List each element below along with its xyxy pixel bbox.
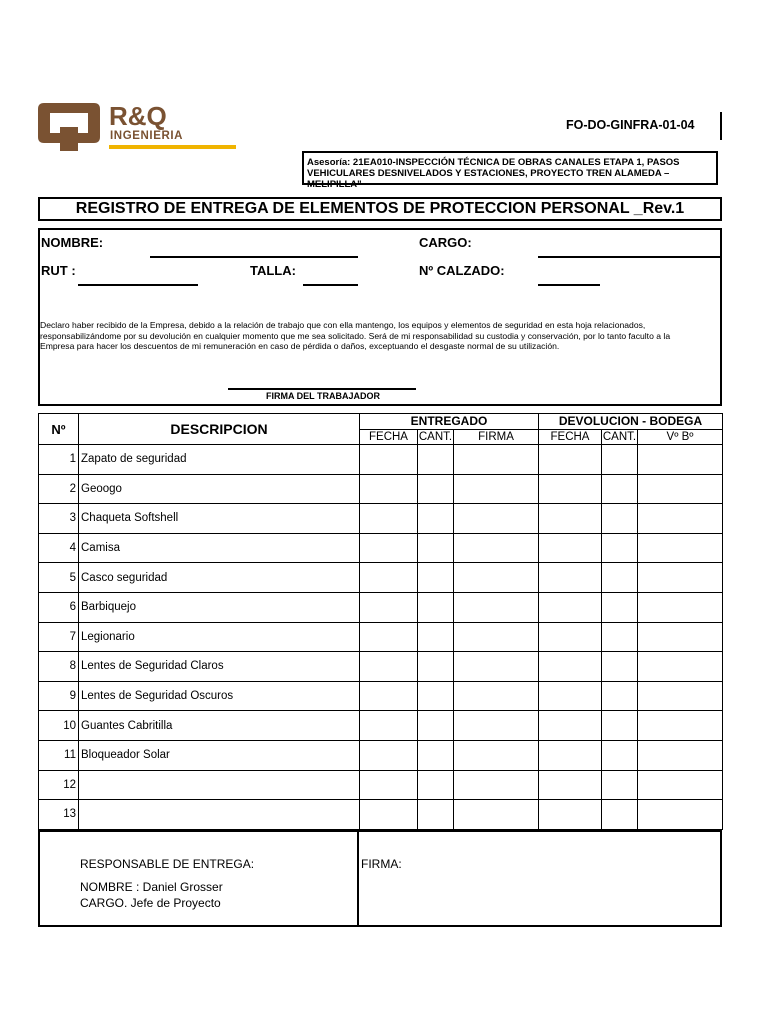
row-number: 6 (39, 592, 79, 622)
devolucion-cant-cell[interactable] (602, 800, 638, 830)
devolucion-fecha-cell[interactable] (539, 563, 602, 593)
devolucion-vb-cell[interactable] (638, 563, 723, 593)
declaration-line-3: Empresa para hacer los descuentos de mi remuneración en caso de pérdida o daños, exceptuando el desgaste normal de su utilización. (40, 341, 560, 351)
devolucion-cant-cell[interactable] (602, 770, 638, 800)
devolucion-fecha-cell[interactable] (539, 740, 602, 770)
entregado-cant-cell[interactable] (418, 652, 454, 682)
row-number: 11 (39, 740, 79, 770)
entregado-fecha-cell[interactable] (360, 681, 418, 711)
devolucion-cant-cell[interactable] (602, 504, 638, 534)
table-row (39, 533, 723, 563)
calzado-label: Nº CALZADO: (419, 263, 505, 278)
entregado-firma-cell[interactable] (454, 681, 539, 711)
table-row (39, 622, 723, 652)
devolucion-fecha-cell[interactable] (539, 445, 602, 475)
asesoria-line-1: Asesoría: 21EA010-INSPECCIÓN TÉCNICA DE OBRAS CANALES ETAPA 1, PASOS (307, 157, 680, 168)
entregado-firma-cell[interactable] (454, 445, 539, 475)
entregado-firma-cell[interactable] (454, 770, 539, 800)
devolucion-vb-cell[interactable] (638, 770, 723, 800)
devolucion-fecha-cell[interactable] (539, 504, 602, 534)
devolucion-fecha-cell[interactable] (539, 711, 602, 741)
devolucion-vb-cell[interactable] (638, 711, 723, 741)
table-row (39, 800, 723, 830)
declaration-line-2: responsabilizándome por su devolución en cualquier momento que me sea solicitado. Será de mi responsabilidad su custodia y conservación, por lo tanto faculto a la (40, 330, 671, 341)
devolucion-cant-cell[interactable] (602, 592, 638, 622)
entregado-cant-cell[interactable] (418, 592, 454, 622)
devolucion-fecha-cell[interactable] (539, 681, 602, 711)
table-row (39, 652, 723, 682)
devolucion-vb-cell[interactable] (638, 592, 723, 622)
row-number: 4 (39, 533, 79, 563)
declaration-line-1: Declaro haber recibido de la Empresa, debido a la relación de trabajo que con ella mantengo, los equipos y elementos de seguridad en esta hoja relacionados, (40, 320, 646, 330)
entregado-cant-cell[interactable] (418, 622, 454, 652)
entregado-fecha-cell[interactable] (360, 474, 418, 504)
entregado-cant-cell[interactable] (418, 474, 454, 504)
responsable-firma-label: FIRMA: (361, 857, 402, 871)
table-row (39, 681, 723, 711)
entregado-firma-cell[interactable] (454, 622, 539, 652)
entregado-cant-cell[interactable] (418, 711, 454, 741)
logo-mark-icon (38, 103, 100, 151)
devolucion-vb-cell[interactable] (638, 445, 723, 475)
row-number: 13 (39, 800, 79, 830)
entregado-cant-cell[interactable] (418, 800, 454, 830)
cargo-field[interactable] (538, 256, 721, 258)
devolucion-cant-cell[interactable] (602, 533, 638, 563)
entregado-cant-cell[interactable] (418, 770, 454, 800)
entregado-fecha-cell[interactable] (360, 652, 418, 682)
row-description (79, 770, 360, 800)
row-number: 9 (39, 681, 79, 711)
row-description: Guantes Cabritilla (79, 711, 360, 741)
row-number: 5 (39, 563, 79, 593)
devolucion-fecha-header: FECHA (539, 430, 602, 445)
entregado-firma-cell[interactable] (454, 504, 539, 534)
entregado-firma-cell[interactable] (454, 563, 539, 593)
rut-field[interactable] (78, 284, 198, 286)
table-row (39, 504, 723, 534)
devolucion-vb-cell[interactable] (638, 740, 723, 770)
entregado-cant-header: CANT. (418, 431, 453, 443)
entregado-fecha-cell[interactable] (360, 711, 418, 741)
devolucion-fecha-cell[interactable] (539, 592, 602, 622)
col-num-header: Nº (39, 414, 79, 445)
devolucion-fecha-cell[interactable] (539, 533, 602, 563)
entregado-fecha-cell[interactable] (360, 592, 418, 622)
devolucion-header: DEVOLUCION - BODEGA (539, 414, 723, 430)
entregado-cant-cell[interactable] (418, 445, 454, 475)
row-number: 2 (39, 474, 79, 504)
cargo-label: CARGO: (419, 235, 472, 250)
entregado-firma-cell[interactable] (454, 533, 539, 563)
logo-underline (109, 145, 236, 149)
entregado-header: ENTREGADO (360, 414, 539, 430)
entregado-fecha-cell[interactable] (360, 622, 418, 652)
table-row (39, 445, 723, 475)
talla-field[interactable] (303, 284, 358, 286)
nombre-label: NOMBRE: (41, 235, 104, 250)
entregado-fecha-cell[interactable] (360, 504, 418, 534)
devolucion-vb-cell[interactable] (638, 504, 723, 534)
entregado-fecha-cell[interactable] (360, 770, 418, 800)
page-title: REGISTRO DE ENTREGA DE ELEMENTOS DE PROTECCION PERSONAL _Rev.1 (38, 197, 722, 221)
calzado-field[interactable] (538, 284, 600, 286)
rut-label: RUT : (41, 263, 76, 278)
devolucion-cant-cell[interactable] (602, 740, 638, 770)
row-description: Casco seguridad (79, 563, 360, 593)
devolucion-vb-cell[interactable] (638, 652, 723, 682)
row-description (79, 800, 360, 830)
entregado-firma-header: FIRMA (454, 430, 539, 445)
responsable-box (38, 830, 722, 927)
entregado-fecha-cell[interactable] (360, 800, 418, 830)
entregado-cant-cell[interactable] (418, 740, 454, 770)
table-row (39, 563, 723, 593)
row-number: 10 (39, 711, 79, 741)
devolucion-cant-cell[interactable] (602, 711, 638, 741)
devolucion-cant-cell[interactable] (602, 681, 638, 711)
devolucion-cant-header: CANT. (602, 431, 637, 443)
row-description: Lentes de Seguridad Oscuros (79, 681, 360, 711)
entregado-fecha-cell[interactable] (360, 740, 418, 770)
entregado-cant-cell[interactable] (418, 681, 454, 711)
devolucion-fecha-cell[interactable] (539, 474, 602, 504)
responsable-label: RESPONSABLE DE ENTREGA: (80, 857, 255, 871)
entregado-cant-cell[interactable] (418, 563, 454, 593)
row-number: 8 (39, 652, 79, 682)
table-row (39, 770, 723, 800)
entregado-cant-cell[interactable] (418, 533, 454, 563)
table-row (39, 740, 723, 770)
devolucion-fecha-cell[interactable] (539, 800, 602, 830)
row-description: Legionario (79, 622, 360, 652)
talla-label: TALLA: (250, 263, 296, 278)
devolucion-vb-header: Vº Bº (638, 430, 723, 445)
entregado-cant-cell[interactable] (418, 504, 454, 534)
devolucion-cant-cell[interactable] (602, 652, 638, 682)
entregado-fecha-cell[interactable] (360, 563, 418, 593)
row-description: Geoogo (79, 474, 360, 504)
entregado-fecha-header: FECHA (360, 430, 418, 445)
responsable-cargo: CARGO. Jefe de Proyecto (80, 896, 221, 910)
table-row (39, 474, 723, 504)
firma-trabajador-line[interactable] (228, 388, 416, 390)
asesoria-line-2: VEHICULARES DESNIVELADOS Y ESTACIONES, PROYECTO TREN ALAMEDA – MELIPILLA" (307, 168, 670, 190)
responsable-nombre: NOMBRE : Daniel Grosser (80, 880, 223, 894)
items-table (38, 413, 723, 830)
logo-subtitle: INGENIERIA (110, 130, 184, 142)
devolucion-fecha-cell[interactable] (539, 652, 602, 682)
devolucion-cant-cell[interactable] (602, 474, 638, 504)
row-number: 1 (39, 445, 79, 475)
entregado-firma-cell[interactable] (454, 592, 539, 622)
asesoria-box (302, 151, 718, 190)
table-row (39, 711, 723, 741)
entregado-fecha-cell[interactable] (360, 533, 418, 563)
row-description: Lentes de Seguridad Claros (79, 652, 360, 682)
row-description: Camisa (79, 533, 360, 563)
entregado-fecha-cell[interactable] (360, 445, 418, 475)
row-description: Chaqueta Softshell (79, 504, 360, 534)
entregado-firma-cell[interactable] (454, 711, 539, 741)
firma-trabajador-label: FIRMA DEL TRABAJADOR (266, 391, 380, 401)
entregado-firma-cell[interactable] (454, 740, 539, 770)
worker-info-box (38, 228, 722, 406)
devolucion-vb-cell[interactable] (638, 681, 723, 711)
devolucion-cant-cell[interactable] (602, 622, 638, 652)
entregado-firma-cell[interactable] (454, 474, 539, 504)
row-number: 12 (39, 770, 79, 800)
entregado-firma-cell[interactable] (454, 652, 539, 682)
code-divider (720, 112, 722, 140)
devolucion-vb-cell[interactable] (638, 622, 723, 652)
company-logo (38, 103, 203, 153)
row-description: Zapato de seguridad (79, 445, 360, 475)
logo-name: R&Q (109, 101, 167, 131)
devolucion-cant-cell[interactable] (602, 563, 638, 593)
entregado-firma-cell[interactable] (454, 800, 539, 830)
row-number: 7 (39, 622, 79, 652)
devolucion-fecha-cell[interactable] (539, 770, 602, 800)
document-code: FO-DO-GINFRA-01-04 (566, 118, 695, 132)
devolucion-vb-cell[interactable] (638, 474, 723, 504)
devolucion-fecha-cell[interactable] (539, 622, 602, 652)
devolucion-vb-cell[interactable] (638, 800, 723, 830)
col-desc-header: DESCRIPCION (79, 414, 360, 445)
devolucion-cant-cell[interactable] (602, 445, 638, 475)
row-description: Barbiquejo (79, 592, 360, 622)
row-number: 3 (39, 504, 79, 534)
devolucion-vb-cell[interactable] (638, 533, 723, 563)
responsable-divider (357, 830, 359, 927)
declaration-text (40, 320, 720, 352)
nombre-field[interactable] (150, 256, 358, 258)
row-description: Bloqueador Solar (79, 740, 360, 770)
table-row (39, 592, 723, 622)
